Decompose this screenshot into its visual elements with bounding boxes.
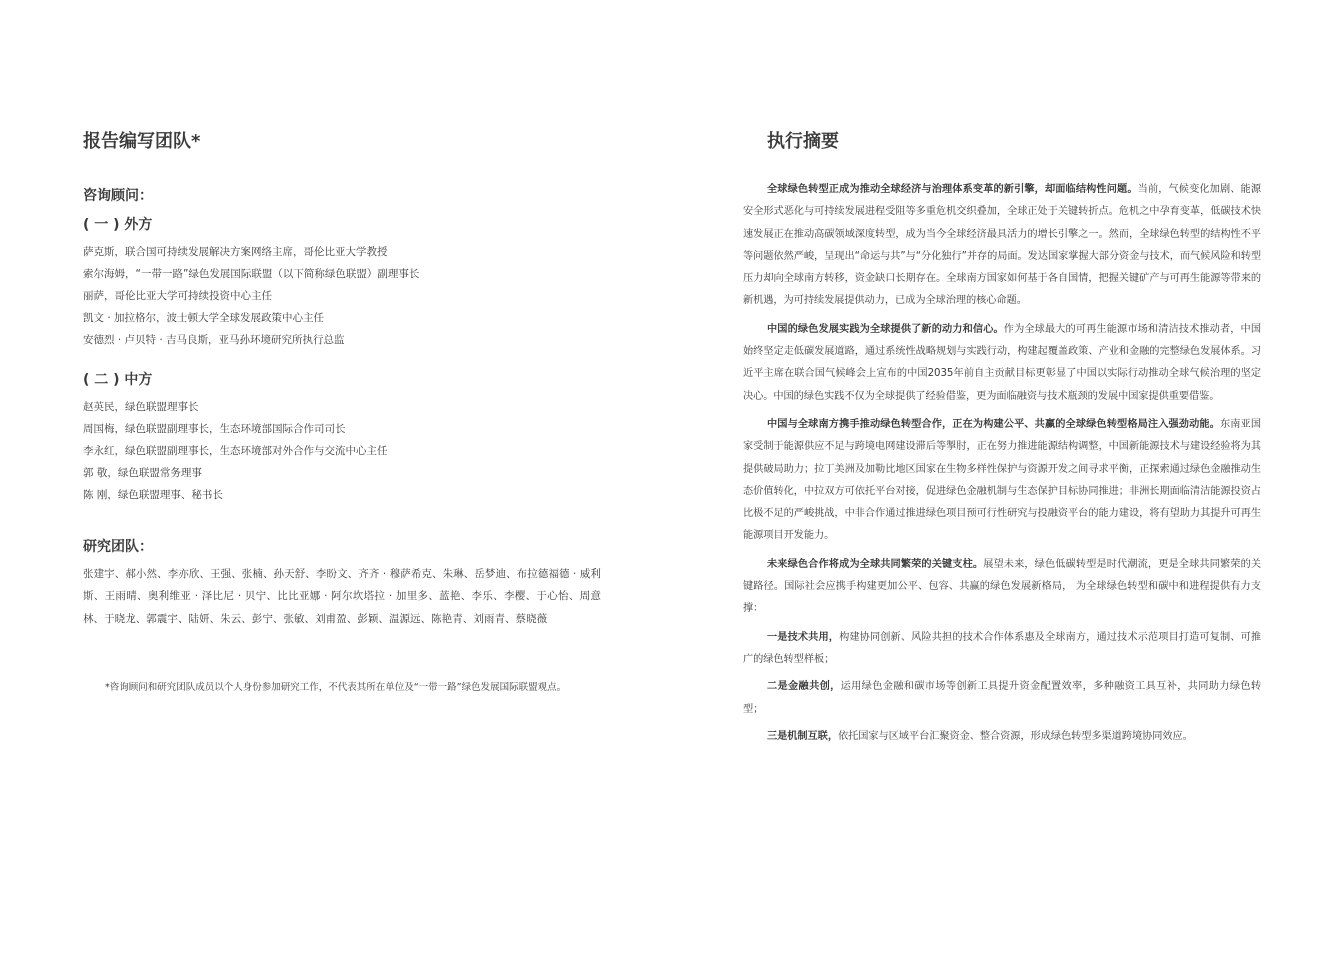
paragraph-lead: 中国的绿色发展实践为全球提供了新的动力和信心。 [767,323,1004,335]
research-team-members: 张建宇、郝小然、李亦欣、王强、张楠、孙天舒、李盼文、齐齐 · 穆萨希克、朱琳、岳梦迪、布拉德福德 · 威利斯、王雨晴、奥利维亚 · 泽比尼 · 贝宁、比比亚娜 · 阿尔坎塔拉 · 加里多、蓝艳、李乐、李樱、于心怡、周意林、于晓龙、郭震宇、陆妍、朱云、彭宁、张敏、刘甫盈、彭颖、温源远、陈艳青、刘雨青、蔡晓薇 [83,568,601,625]
paragraph-text: 东南亚国家受制于能源供应不足与跨境电网建设滞后等掣肘，正在努力推进能源结构调整，中国新能源技术与建设经验将为其提供破局助力；拉丁美洲及加勒比地区国家在生物多样性保护与资源开发之间寻求平衡，正探索通过绿色金融推动生态价值转化，中拉双方可依托平台对接，促进绿色金融机制与生态保护目标协同推进；非洲长期面临清洁能源投资占比极不足的严峻挑战，中非合作通过推进绿色项目预可行性研究与投融资平台的能力建设，将有望助力其提升可再生能源项目开发能力。 [743,418,1261,542]
paragraph-text: 作为全球最大的可再生能源市场和清洁技术推动者，中国始终坚定走低碳发展道路，通过系统性战略规划与实践行动，构建起覆盖政策、产业和金融的完整绿色发展体系。习近平主席在联合国气候峰会上宣布的中国2035年前自主贡献目标更彰显了中国以实际行动推动全球气候治理的坚定决心。中国的绿色实践不仅为全球提供了经验借鉴，更为面临融资与技术瓶颈的发展中国家提供重要借鉴。 [743,323,1261,402]
paragraph-lead: 一是技术共用， [767,631,840,643]
paragraph-lead: 中国与全球南方携手推动绿色转型合作，正在为构建公平、共赢的全球绿色转型格局注入强劲动能。 [767,418,1220,430]
summary-paragraph [743,554,1261,621]
paragraph-lead: 未来绿色合作将成为全球共同繁荣的关键支柱。 [767,558,984,570]
summary-point-mechanism [743,726,1261,748]
summary-point-finance [743,676,1261,721]
paragraph-text: 构建协同创新、风险共担的技术合作体系惠及全球南方，通过技术示范项目打造可复制、可推广的绿色转型样板； [743,631,1262,665]
list-item: 萨克斯，联合国可持续发展解决方案网络主席，哥伦比亚大学教授 [83,246,388,258]
footnote: *咨询顾问和研究团队成员以个人身份参加研究工作，不代表其所在单位及“一带一路”绿色发展国际联盟观点。 [105,682,567,693]
research-team-heading: 研究团队： [83,539,153,555]
foreign-advisors-list [83,241,603,351]
list-item: 陈 刚，绿色联盟理事、秘书长 [83,489,223,501]
team-title: 报告编写团队* [83,131,201,152]
list-item: 周国梅，绿色联盟副理事长，生态环境部国际合作司司长 [83,423,346,435]
summary-paragraph [743,414,1261,548]
list-item: 李永红，绿色联盟副理事长，生态环境部对外合作与交流中心主任 [83,445,388,457]
executive-summary-title: 执行摘要 [767,131,839,152]
executive-summary-body [743,179,1261,753]
paragraph-text: 展望未来，绿色低碳转型是时代潮流，更是全球共同繁荣的关键路径。国际社会应携手构建更加公平、包容、共赢的绿色发展新格局， 为全球绿色转型和碳中和进程提供有力支撑： [743,558,1262,615]
foreign-advisors-heading: ( 一 ) 外方 [83,217,153,233]
list-item: 郭 敬，绿色联盟常务理事 [83,467,202,479]
paragraph-lead: 三是机制互联， [767,730,838,742]
advisors-heading: 咨询顾问： [83,188,153,204]
paragraph-lead: 二是金融共创， [767,681,841,693]
list-item: 赵英民，绿色联盟理事长 [83,401,199,413]
list-item: 凯文 · 加拉格尔，波士顿大学全球发展政策中心主任 [83,312,325,324]
list-item: 索尔海姆，“一带一路”绿色发展国际联盟（以下简称绿色联盟）副理事长 [83,268,420,280]
chinese-advisors-list [83,396,603,506]
list-item: 安德烈 · 卢贝特 · 吉马良斯，亚马孙环境研究所执行总监 [83,334,345,346]
chinese-advisors-heading: ( 二 ) 中方 [83,372,153,388]
paragraph-text: 依托国家与区域平台汇聚资金、整合资源，形成绿色转型多渠道跨境协同效应。 [837,730,1193,742]
summary-paragraph [743,319,1261,408]
summary-point-technology [743,627,1261,672]
list-item: 丽萨，哥伦比亚大学可持续投资中心主任 [83,290,272,302]
paragraph-lead: 全球绿色转型正成为推动全球经济与治理体系变革的新引擎，却面临结构性问题。 [767,184,1138,195]
summary-paragraph [743,179,1261,313]
paragraph-text: 当前，气候变化加剧、能源安全形式恶化与可持续发展进程受阻等多重危机交织叠加，全球正处于关键转折点。危机之中孕育变革，低碳技术快速发展正在推动高碳领域深度转型，成为当今全球经济最具活力的增长引擎之一。然而，全球绿色转型的结构性不平等问题依然严峻，呈现出“命运与共”与“分化独行”并存的局面。发达国家掌握大部分资金与技术，而气候风险和转型压力却向全球南方转移，资金缺口长期存在。全球南方国家如何基于各自国情，把握关键矿产与可再生能源等带来的新机遇，为可持续发展提供动力，已成为全球治理的核心命题。 [743,184,1261,307]
paragraph-text: 运用绿色金融和碳市场等创新工具提升资金配置效率，多种融资工具互补，共同助力绿色转型； [743,681,1262,715]
